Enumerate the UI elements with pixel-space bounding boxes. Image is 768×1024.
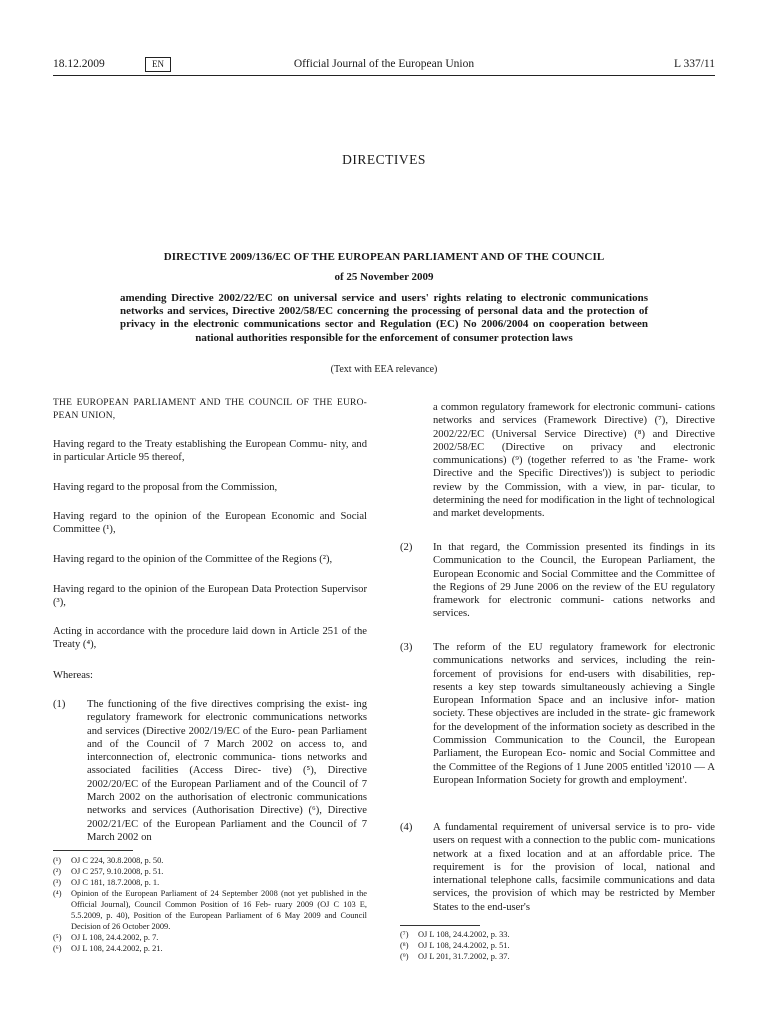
citation-proposal: Having regard to the proposal from the Commission, [53, 482, 278, 493]
right-column [400, 401, 715, 913]
footnote-mark: (²) [53, 867, 62, 876]
recital-1-continued: a common regulatory framework for electronic communi- cations networks and services (Framework Directive) (⁷), Directive 2002/22/EC (Universal Service Directive) (⁸) and Directive 2002/58/EC (Directive on privacy and electronic communications) (⁹) (together referred to as 'the Frame- work Directive and the Specific Directives')) is subject to periodic review by the Commission, with a view, in par- ticular, to determining the need for modification in the light of technological and market developments. [433, 402, 715, 520]
footnote-mark: (¹) [53, 856, 62, 865]
footnote-text: OJ C 181, 18.7.2008, p. 1. [71, 878, 160, 887]
page-reference: L 337/11 [674, 58, 715, 70]
footnote-mark: (⁸) [400, 941, 409, 950]
footnote [53, 866, 367, 877]
footnote-text: OJ L 201, 31.7.2002, p. 37. [418, 952, 510, 961]
footnote-text: OJ L 108, 24.4.2002, p. 51. [418, 941, 510, 950]
header-date: 18.12.2009 [53, 58, 105, 70]
footnote-mark: (⁷) [400, 930, 409, 939]
recital-4: A fundamental requirement of universal service is to pro- vide users on request with a connection to the public com- munications network at a fixed location and at an affordable price. The requirement is for the provision of local, national and international telephone calls, facsimile communications and data services, the provision of which may be restricted by Member States to the end-user's [433, 822, 715, 913]
footnote [53, 877, 367, 888]
directive-subject: amending Directive 2002/22/EC on universal service and users' rights relating to electronic communications networks and services, Directive 2002/58/EC concerning the processing of personal data and the protection of privacy in the electronic communications sector and Regulation (EC) No 2006/2004 on cooperation between national authorities responsible for the enforcement of consumer protection laws [120, 292, 648, 344]
section-heading: DIRECTIVES [342, 152, 426, 167]
directive-title: DIRECTIVE 2009/136/EC OF THE EUROPEAN PARLIAMENT AND OF THE COUNCIL [163, 251, 605, 263]
whereas-label: Whereas: [53, 670, 93, 681]
left-footnotes [53, 855, 367, 954]
recital-3: The reform of the EU regulatory framework for electronic communications networks and services, including the rein- forcement of provisions for end-users with disabilities, rep- resents a key step towards simultaneously achieving a Single European Information Space and an inclusive infor- mation society. These objectives are included in the strate- gic framework for the development of the information society as described in the Commission Communication to the Council, the European Parliament, the European Eco- nomic and Social Committee and the Committee of the Regions of 1 June 2005 entitled 'i2010 — A European Information Society for growth and employment'. [433, 642, 715, 786]
citation-edps: Having regard to the opinion of the European Data Protection Supervisor (³), [53, 584, 367, 609]
recital-number: (3) [400, 642, 413, 653]
eea-relevance: (Text with EEA relevance) [330, 364, 438, 375]
page-header [53, 58, 715, 76]
footnote-text: OJ C 257, 9.10.2008, p. 51. [71, 867, 164, 876]
directive-date: of 25 November 2009 [334, 271, 434, 283]
recital-2: In that regard, the Commission presented its findings in its Communication to the Council, the European Parliament, the European Economic and Social Committee and the Committee of the Regions of 29 June 2006 on the review of the EU regulatory framework for electronic communi- cations networks and services. [433, 542, 715, 620]
recital-number: (4) [400, 822, 413, 833]
citation-procedure: Acting in accordance with the procedure laid down in Article 251 of the Treaty (⁴), [53, 626, 367, 651]
footnote-mark: (⁵) [53, 933, 62, 942]
footnote-mark: (⁶) [53, 944, 62, 953]
footnote [53, 943, 367, 954]
citation-treaty: Having regard to the Treaty establishing the European Commu- nity, and in particular Article 95 thereof, [53, 439, 367, 464]
header-rule [53, 75, 715, 76]
footnote [400, 951, 715, 962]
preamble-intro: THE EUROPEAN PARLIAMENT AND THE COUNCIL OF THE EURO- PEAN UNION, [53, 398, 367, 422]
citation-regions: Having regard to the opinion of the Committee of the Regions (²), [53, 554, 333, 565]
footnote-mark: (⁹) [400, 952, 409, 961]
footnote-text: OJ L 108, 24.4.2002, p. 21. [71, 944, 163, 953]
recital-number: (1) [53, 699, 66, 710]
right-footnotes [400, 929, 715, 962]
footnote [53, 855, 367, 866]
footnote [400, 940, 715, 951]
footnote [53, 888, 367, 932]
footnote [400, 929, 715, 940]
footnote-text: OJ L 108, 24.4.2002, p. 33. [418, 930, 510, 939]
language-badge: EN [145, 57, 171, 72]
journal-title: Official Journal of the European Union [293, 58, 475, 70]
footnote-text: Opinion of the European Parliament of 24 September 2008 (not yet published in the Official Journal), Council Common Position of 16 Feb- ruary 2009 (OJ C 103 E, 5.5.2009, p. 40), Position of the European Parliament of 6 May 2009 and Council Decision of 26 October 2009. [71, 889, 367, 931]
footnote-divider [400, 925, 480, 926]
footnote-text: OJ L 108, 24.4.2002, p. 7. [71, 933, 159, 942]
footnote-mark: (⁴) [53, 889, 62, 898]
recital-number: (2) [400, 542, 413, 553]
footnote [53, 932, 367, 943]
footnote-mark: (³) [53, 878, 62, 887]
citation-eesc: Having regard to the opinion of the European Economic and Social Committee (¹), [53, 511, 367, 536]
footnote-text: OJ C 224, 30.8.2008, p. 50. [71, 856, 164, 865]
recital-1: The functioning of the five directives comprising the exist- ing regulatory framework for electronic communications networks and services (Directive 2002/19/EC of the Euro- pean Parliament and of the Council of 7 March 2002 on access to, and interconnection of, electronic communica- tions networks and associated facilities (Access Direc- tive) (⁵), Directive 2002/20/EC of the European Parliament and of the Council of 7 March 2002 on the authorisation of electronic communications networks and services (Authorisation Directive) (⁶), Directive 2002/21/EC of the European Parliament and the Council of 7 March 2002 on [87, 699, 367, 843]
left-column [53, 397, 367, 857]
footnote-divider [53, 850, 133, 851]
